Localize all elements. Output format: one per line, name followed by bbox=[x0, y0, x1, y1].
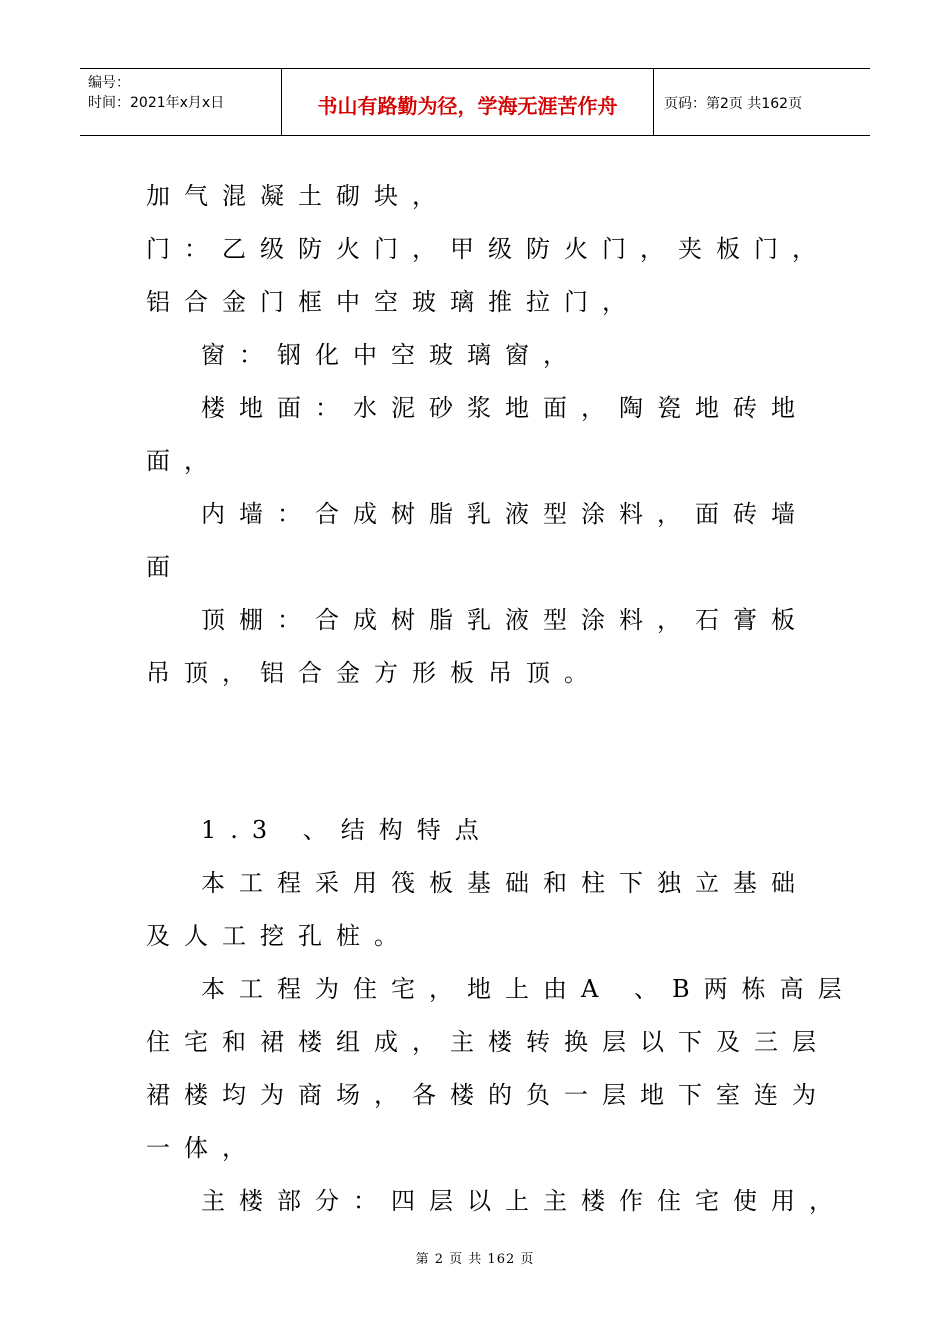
body-line: 内墙：合成树脂乳液型涂料，面砖墙 bbox=[201, 500, 809, 528]
header-meta bbox=[80, 69, 282, 135]
header-page-info: 页码：第2页 共162页 bbox=[664, 96, 803, 112]
body-line: 加气混凝土砌块， bbox=[146, 182, 450, 210]
body-line: 主楼部分：四层以上主楼作住宅使用， bbox=[201, 1187, 847, 1215]
body-line: 裙楼均为商场，各楼的负一层地下室连为 bbox=[146, 1081, 830, 1109]
body-line: 吊顶，铝合金方形板吊顶。 bbox=[146, 659, 602, 687]
section-title: 1.3 、结构特点 bbox=[201, 816, 493, 844]
body-line: 本工程为住宅，地上由A 、B两栋高层 bbox=[201, 975, 856, 1003]
body-line: 本工程采用筏板基础和柱下独立基础 bbox=[201, 869, 809, 897]
date-label: 时间：2021年x月x日 bbox=[88, 95, 225, 111]
serial-label: 编号： bbox=[88, 75, 130, 91]
document-body bbox=[146, 174, 856, 1232]
page-footer: 第 2 页 共 162 页 bbox=[415, 1252, 535, 1267]
body-line: 住宅和裙楼组成，主楼转换层以下及三层 bbox=[146, 1028, 830, 1056]
body-line: 门：乙级防火门，甲级防火门，夹板门， bbox=[146, 235, 830, 263]
body-line: 及人工挖孔桩。 bbox=[146, 922, 412, 950]
body-line: 顶棚：合成树脂乳液型涂料，石膏板 bbox=[201, 606, 809, 634]
page-header bbox=[80, 68, 870, 136]
body-line: 面， bbox=[146, 447, 222, 475]
body-line: 一体， bbox=[146, 1134, 260, 1162]
section-gap bbox=[146, 704, 806, 808]
body-line: 面 bbox=[146, 553, 184, 581]
body-line: 铝合金门框中空玻璃推拉门， bbox=[146, 288, 640, 316]
body-line: 楼地面：水泥砂浆地面，陶瓷地砖地 bbox=[201, 394, 809, 422]
body-line: 窗：钢化中空玻璃窗， bbox=[201, 341, 581, 369]
header-motto: 书山有路勤为径，学海无涯苦作舟 bbox=[282, 69, 654, 135]
